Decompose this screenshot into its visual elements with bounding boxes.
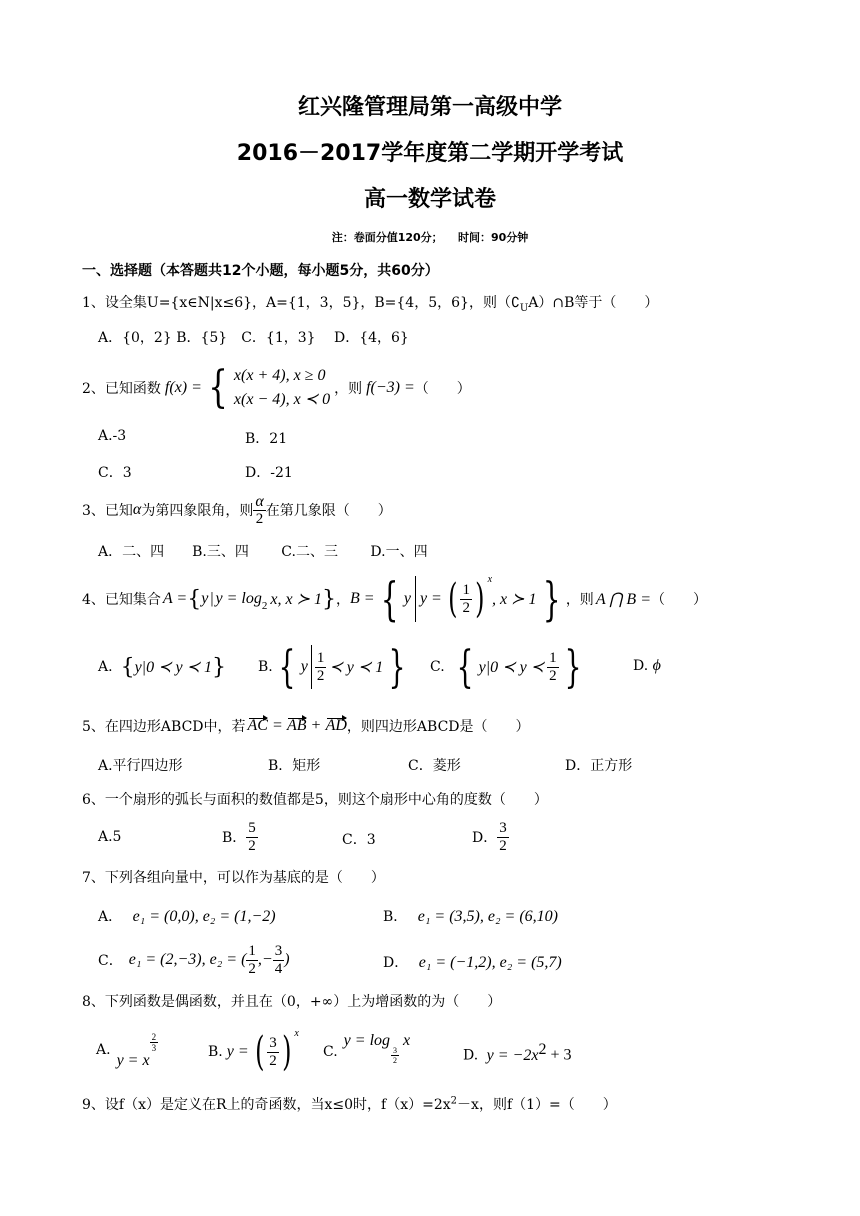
section-heading: 一、选择题（本答题共12个小题，每小题5分，共60分） — [82, 263, 439, 279]
question-2 — [82, 362, 471, 414]
question-8-option-b-num: 3 — [269, 1034, 277, 1051]
question-6-option-d-label: D． — [472, 830, 498, 846]
question-4-option-b-y: y — [300, 658, 308, 675]
question-4-option-c-pre: y|0 ≺ y ≺ — [478, 659, 545, 676]
question-6-option-c: C．3 — [342, 832, 376, 848]
question-3-frac-den: 2 — [255, 510, 264, 527]
question-8-option-a-exp-den: 3 — [151, 1043, 157, 1053]
question-4-option-b-num: 1 — [316, 649, 325, 666]
question-3-prefix: 3、已知 — [82, 503, 133, 519]
question-4-comma: ， — [335, 592, 350, 608]
question-7-option-a-body: e₁ = (0,0), e₂ = (1,−2) — [132, 908, 276, 925]
question-4-setb-cond: , x ≻ 1 — [492, 591, 537, 608]
question-4-option-a-body: y|0 ≺ y ≺ 1 — [134, 659, 212, 676]
question-4-option-d-body: ϕ — [652, 657, 661, 674]
question-8-option-b-rparen: ) — [281, 1029, 292, 1075]
question-4-option-d — [633, 657, 661, 675]
question-4-setb-y: y — [403, 590, 411, 607]
question-5-plus: + — [311, 717, 321, 734]
question-7: 7、下列各组向量中，可以作为基底的是（ ） — [82, 870, 385, 886]
question-8-option-b-label: B. — [208, 1044, 223, 1060]
question-6-option-a: A.5 — [98, 829, 122, 845]
question-2-option-c: C．3 — [98, 465, 132, 481]
question-4-setb-lhs: B = — [349, 590, 375, 607]
question-4-then: ，则 — [565, 592, 594, 608]
question-4-option-c-num: 1 — [549, 649, 557, 666]
question-8-option-c-label: C. — [323, 1044, 338, 1060]
question-5-option-b: B．矩形 — [268, 758, 321, 774]
question-3-options: A．二、四 B.三、四 C.二、三 D.一、四 — [98, 544, 428, 560]
question-5-vector-ad: AD — [325, 717, 347, 734]
question-7-option-b — [383, 906, 558, 926]
question-5 — [82, 716, 530, 736]
question-2-case2: x(x − 4), x ≺ 0 — [233, 391, 331, 408]
question-2-brace: { — [208, 362, 228, 413]
question-4-option-c-den: 2 — [549, 667, 557, 684]
question-2-case1: x(x + 4), x ≥ 0 — [233, 367, 326, 384]
question-2-option-a: A.-3 — [98, 428, 127, 444]
question-1-sub: U — [519, 302, 529, 314]
question-8-option-d-post: + 3 — [546, 1046, 572, 1064]
question-8-option-a-body: y = x — [116, 1052, 150, 1069]
question-8-option-a-exp — [150, 1032, 159, 1053]
question-8-option-d — [463, 1041, 571, 1065]
question-4-seta-close: } — [321, 586, 336, 612]
question-4-setb-bar — [415, 576, 416, 622]
question-4-setb-lparen: ( — [447, 576, 458, 622]
question-1-options: A．{0，2} B．{5} C．{1，3} D．{4，6} — [98, 330, 409, 346]
question-7-option-c-frac2 — [273, 943, 285, 978]
question-4-seta-y: y — [201, 590, 209, 607]
question-7-option-c-label: C． — [98, 953, 123, 969]
question-4-option-c — [430, 640, 587, 694]
question-4-option-b-open: { — [278, 641, 296, 693]
paper-title: 高一数学试卷 — [363, 187, 496, 212]
question-3-mid: 为第四象限角，则 — [141, 503, 254, 519]
question-5-tail: ，则四边形ABCD是（ ） — [346, 719, 530, 735]
question-7-option-c-post: ) — [284, 951, 290, 968]
question-8-option-b-fraction — [267, 1035, 279, 1070]
question-4-setb-close: } — [542, 572, 560, 626]
question-4-setb-fraction — [460, 582, 472, 617]
question-4-seta-base: 2 — [261, 600, 268, 612]
question-6-option-d-num: 3 — [499, 819, 507, 836]
question-7-option-c-frac1 — [246, 943, 258, 978]
question-9 — [82, 1094, 617, 1114]
question-2-prefix: 2、已知函数 — [82, 381, 161, 397]
question-8-option-b-pre: y = — [226, 1043, 249, 1060]
question-2-option-d: D．-21 — [245, 465, 293, 481]
question-2-cases — [234, 364, 330, 412]
question-7-option-c-n1: 1 — [248, 942, 256, 959]
question-4-tail: （ ） — [651, 592, 707, 608]
question-8-option-d-pre: y = −2x — [486, 1046, 539, 1064]
question-4-option-a-close: } — [211, 654, 226, 680]
question-9-exp: 2 — [450, 1095, 458, 1107]
question-4-option-c-open: { — [456, 641, 474, 693]
question-7-option-c-d2: 4 — [274, 960, 283, 977]
question-7-option-c-d1: 2 — [248, 960, 256, 977]
question-3-fraction — [253, 493, 265, 528]
question-7-option-a — [98, 906, 276, 926]
question-4-setb-rparen: ) — [475, 576, 485, 622]
question-4-seta-open: { — [187, 586, 202, 612]
question-3-tail: 在第几象限（ ） — [265, 503, 392, 519]
question-4-setb-exp: x — [487, 574, 493, 585]
question-4-option-b-fraction — [315, 650, 327, 685]
question-2-tail: （ ） — [414, 381, 471, 397]
question-2-option-b: B．21 — [245, 431, 288, 447]
exam-note: 注：卷面分值120分； 时间：90分钟 — [331, 231, 529, 244]
question-4-setb-den: 2 — [462, 599, 470, 616]
question-3-alpha: α — [132, 501, 142, 518]
question-8-option-c-base-num: 3 — [393, 1046, 398, 1055]
question-4-option-b — [258, 640, 411, 694]
question-5-option-c: C．菱形 — [408, 758, 461, 774]
question-2-func: f(x) = — [164, 379, 202, 396]
question-5-option-d: D．正方形 — [565, 758, 633, 774]
question-7-option-b-label: B． — [383, 909, 408, 925]
question-8-option-c-base-den: 2 — [393, 1056, 398, 1065]
question-6: 6、一个扇形的弧长与面积的数值都是5，则这个扇形中心角的度数（ ） — [82, 792, 548, 808]
question-9-post: －x，则f（1）=（ ） — [457, 1097, 617, 1113]
question-7-option-d — [383, 952, 562, 972]
question-6-option-d-den: 2 — [499, 837, 507, 854]
question-7-option-b-body: e₁ = (3,5), e₂ = (6,10) — [417, 908, 558, 925]
question-4-option-c-label: C. — [430, 659, 445, 675]
question-4-option-d-label: D. — [633, 658, 649, 674]
school-name: 红兴隆管理局第一高级中学 — [297, 95, 562, 120]
question-5-vector-ab: AB — [287, 717, 307, 734]
question-7-option-d-label: D． — [383, 955, 409, 971]
question-4-seta-bar: | — [210, 590, 214, 607]
question-5-eq: = — [272, 717, 282, 734]
question-4-setb-open: { — [380, 572, 398, 626]
exam-title: 2016－2017学年度第二学期开学考试 — [236, 141, 624, 166]
question-8-option-a-label: A. — [96, 1042, 111, 1058]
question-8-option-c — [323, 1032, 410, 1072]
question-4-option-b-post: ≺ y ≺ 1 — [329, 659, 384, 676]
question-4-seta-lhs: A = — [162, 590, 188, 607]
question-8-option-a — [96, 1028, 158, 1072]
question-8-option-a-exp-num: 2 — [151, 1032, 157, 1042]
question-3 — [82, 490, 392, 530]
question-6-option-b — [222, 815, 258, 859]
question-4-option-b-bar — [311, 645, 312, 689]
question-1 — [82, 292, 658, 314]
question-2-ask: f(−3) = — [366, 379, 415, 396]
question-4-setb-eq: y = — [419, 590, 442, 607]
question-8: 8、下列函数是偶函数，并且在（0，+∞）上为增函数的为（ ） — [82, 994, 502, 1010]
question-4-option-a — [98, 645, 226, 689]
question-8-option-d-label: D. — [463, 1047, 479, 1064]
question-7-option-c-n2: 3 — [274, 942, 283, 959]
question-6-option-d-fraction — [497, 820, 509, 855]
question-4-seta-cond: x, x ≻ 1 — [270, 591, 322, 608]
question-8-option-b-exp: x — [294, 1028, 299, 1039]
question-4-prefix: 4、已知集合 — [82, 592, 161, 608]
question-8-option-c-x: x — [403, 1032, 411, 1049]
question-1-tail: A）∩B等于（ ） — [528, 295, 659, 311]
question-5-prefix: 5、在四边形ABCD中，若 — [82, 719, 246, 735]
question-4-option-b-den: 2 — [316, 667, 325, 684]
question-8-option-d-exp: 2 — [538, 1041, 547, 1058]
question-8-option-c-body: y = log — [343, 1032, 391, 1049]
question-6-option-b-label: B． — [222, 830, 247, 846]
question-4-seta-log: y = log — [215, 590, 262, 607]
question-6-option-b-den: 2 — [248, 837, 256, 854]
question-6-option-b-num: 5 — [248, 819, 256, 836]
question-4-option-a-label: A. — [98, 659, 113, 675]
question-7-option-a-label: A． — [98, 909, 123, 925]
question-2-mid: ，则 — [334, 381, 363, 397]
question-4-setb-num: 1 — [462, 581, 470, 598]
question-3-frac-num: α — [255, 492, 264, 510]
question-4-option-c-fraction — [547, 650, 559, 685]
question-6-option-b-fraction — [246, 820, 258, 855]
question-4-option-a-open: { — [120, 654, 135, 680]
question-4 — [82, 572, 707, 626]
question-9-pre: 9、设f（x）是定义在R上的奇函数，当x≤0时，f（x）=2x — [82, 1097, 451, 1113]
question-7-option-c — [98, 938, 290, 982]
question-1-stem: 1、设全集U={x∈N|x≤6}，A={1，3，5}，B={4，5，6}，则（∁ — [82, 295, 520, 311]
question-7-option-d-body: e₁ = (−1,2), e₂ = (5,7) — [418, 954, 562, 971]
question-6-option-d — [472, 815, 509, 859]
question-8-option-c-base — [391, 1046, 399, 1065]
question-8-option-b-den: 2 — [269, 1052, 277, 1069]
question-7-option-c-mid: ,− — [257, 951, 273, 968]
question-5-vector-ac: AC — [247, 717, 268, 734]
question-4-option-c-close: } — [564, 641, 581, 693]
question-4-ask: A ⋂ B = — [595, 591, 651, 608]
question-4-option-b-close: } — [388, 641, 406, 693]
question-4-option-b-label: B. — [258, 659, 273, 675]
question-7-option-c-pre: e₁ = (2,−3), e₂ = ( — [128, 951, 247, 968]
question-8-option-b — [208, 1028, 299, 1076]
question-5-option-a: A.平行四边形 — [98, 758, 183, 774]
question-8-option-b-lparen: ( — [254, 1029, 265, 1075]
